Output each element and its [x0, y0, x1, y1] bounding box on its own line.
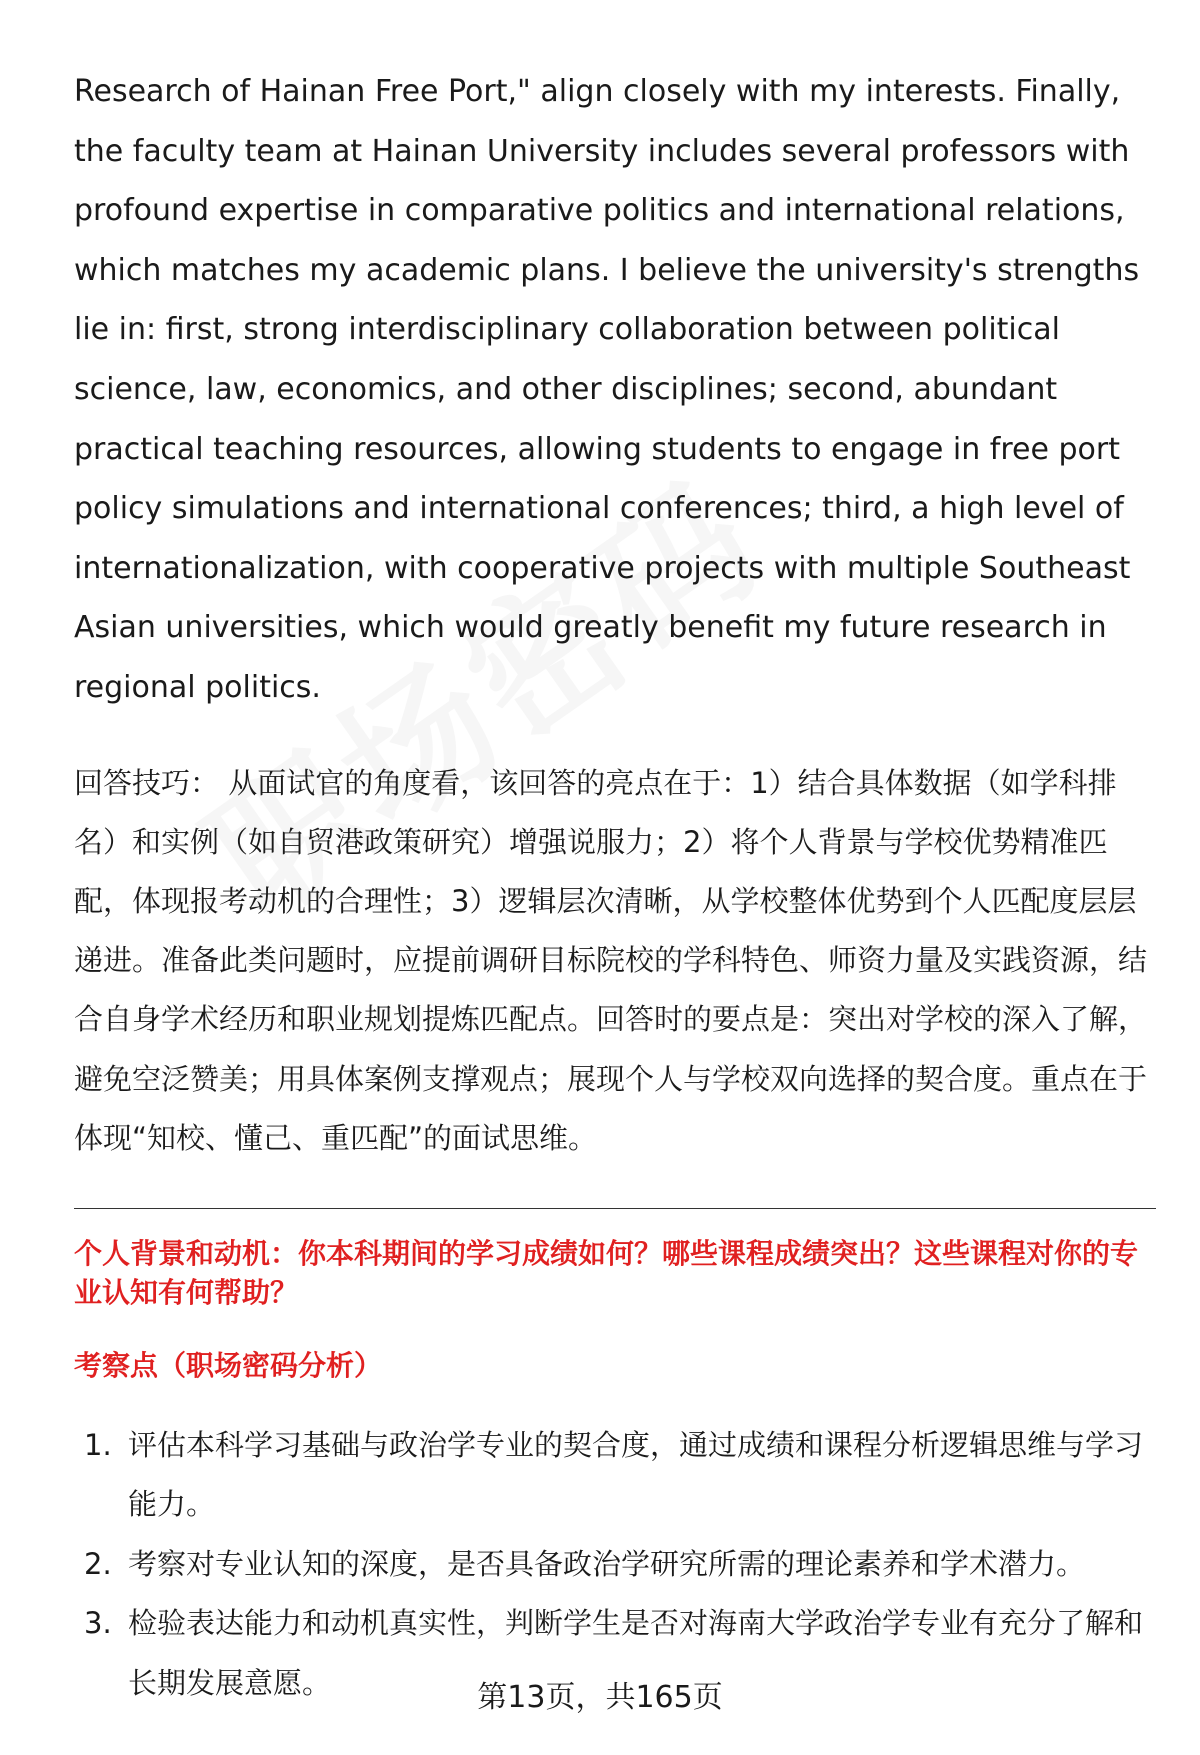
question-heading: 个人背景和动机：你本科期间的学习成绩如何？哪些课程成绩突出？这些课程对你的专业认知有何帮助？: [74, 1236, 1139, 1309]
list-item-number: 1.: [84, 1427, 112, 1462]
answer-tip-paragraph: 回答技巧： 从面试官的角度看，该回答的亮点在于：1）结合具体数据（如学科排名）和实例（如自贸港政策研究）增强说服力；2）将个人背景与学校优势精准匹配，体现报考动机的合理性；3）逻辑层次清晰，从学校整体优势到个人匹配度层层递进。准备此类问题时，应提前调研目标院校的学科特色、师资力量及实践资源，结合自身学术经历和职业规划提炼匹配点。回答时的要点是：突出对学校的深入了解，避免空泛赞美；用具体案例支撑观点；展现个人与学校双向选择的契合度。重点在于体现“知校、懂己、重匹配”的面试思维。: [74, 765, 1148, 1155]
list-item-text: 考察对专业认知的深度，是否具备政治学研究所需的理论素养和学术潜力。: [128, 1546, 1086, 1581]
list-item-text: 检验表达能力和动机真实性，判断学生是否对海南大学政治学专业有充分了解和长期发展意愿。: [128, 1606, 1144, 1700]
list-item-number: 2.: [84, 1546, 112, 1581]
list-item-number: 3.: [84, 1606, 112, 1641]
assessment-points-list: [74, 1416, 1156, 1714]
list-item-text: 评估本科学习基础与政治学专业的契合度，通过成绩和课程分析逻辑思维与学习能力。: [128, 1427, 1144, 1522]
list-item: [74, 1535, 1156, 1595]
page-content: [74, 62, 1156, 1713]
english-answer-paragraph: Research of Hainan Free Port," align closely with my interests. Finally, the faculty team at Hainan University includes several professors with profound expertise in comparative politics and international relations, which matches my academic plans. I believe the university's strengths lie in: first, strong interdisciplinary collaboration between political science, law, economics, and other disciplines; second, abundant practical teaching resources, allowing students to engage in free port policy simulations and international conferences; third, a high level of internationalization, with cooperative projects with multiple Southeast Asian universities, which would greatly benefit my future research in regional politics.: [74, 74, 1140, 705]
assessment-points-title: 考察点（职场密码分析）: [74, 1348, 383, 1382]
section-divider: [74, 1208, 1156, 1209]
page-number-footer: 第13页，共165页: [477, 1680, 723, 1715]
list-item: [74, 1416, 1156, 1535]
